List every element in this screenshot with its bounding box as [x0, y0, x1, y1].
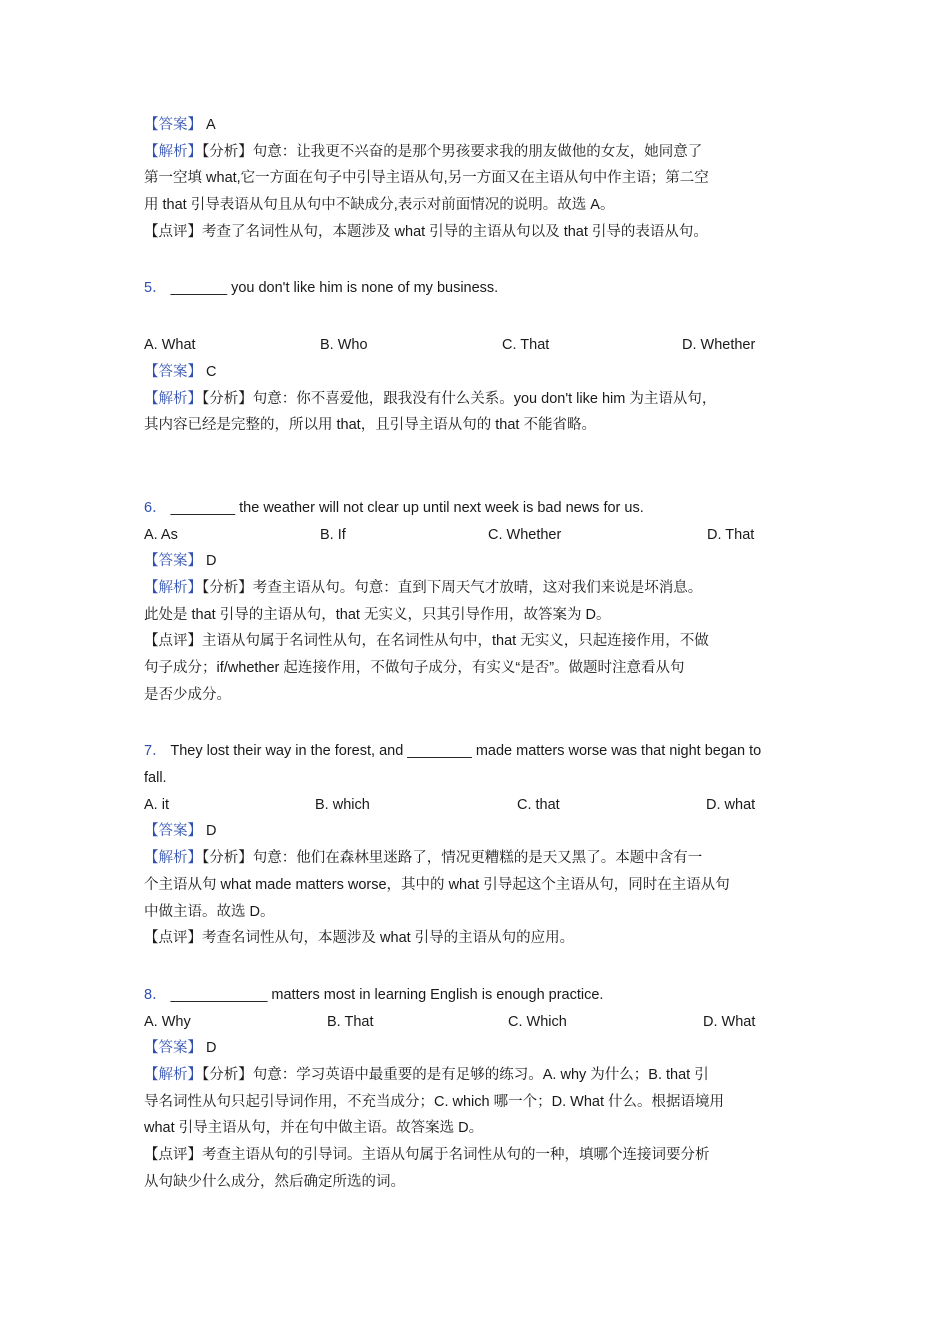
option-b: B. If [320, 526, 346, 543]
option-c: C. that [517, 796, 560, 813]
q8-answer [144, 1035, 808, 1062]
analysis-tag: 【解析】 [144, 579, 202, 596]
analysis-tag: 【解析】 [144, 143, 202, 160]
option-a: A. What [144, 337, 196, 354]
q7-analysis-line: 中做主语。故选 D。 [144, 903, 275, 920]
option-c: C. Which [508, 1013, 567, 1030]
q6-analysis-line: 【解析】【分析】考查主语从句。句意：直到下周天气才放晴，这对我们来说是坏消息。 [144, 579, 703, 596]
question-number: 6． [144, 499, 167, 516]
question-number: 8． [144, 986, 167, 1003]
option-a: A. it [144, 796, 169, 813]
option-d: D. That [707, 526, 755, 543]
q5-options [144, 332, 808, 359]
q7-comment: 【点评】考查名词性从句，本题涉及 what 引导的主语从句的应用。 [144, 930, 575, 947]
analysis-tag: 【解析】 [144, 1066, 202, 1083]
answer-value: A [206, 117, 216, 133]
q6-comment-line: 句子成分；if/whether 起连接作用，不做句子成分，有实义“是否”。做题时注意看从句 [144, 660, 685, 676]
question-number: 5． [144, 280, 167, 297]
q7-options [144, 792, 808, 819]
q4-comment: 【点评】考查了名词性从句，本题涉及 what 引导的主语从句以及 that 引导的表语从句。 [144, 223, 708, 240]
answer-value: C [206, 363, 217, 380]
answer-tag: 【答案】 [144, 823, 202, 840]
q6-stem [144, 495, 808, 522]
q7-analysis-line: 个主语从句 what made matters worse，其中的 what 引导起这个主语从句，同时在主语从句 [144, 876, 730, 893]
question-text: _______ you don't like him is none of my business. [170, 280, 499, 297]
question-text: ________ the weather will not clear up until next week is bad news for us. [170, 499, 644, 516]
q8-options [144, 1009, 808, 1036]
q6-answer [144, 548, 808, 575]
option-d: D. What [703, 1013, 756, 1030]
option-a: A. As [144, 526, 178, 543]
option-d: D. Whether [682, 337, 756, 354]
q5-answer [144, 359, 808, 386]
answer-tag: 【答案】 [144, 117, 202, 133]
option-d: D. what [706, 796, 756, 813]
q7-analysis-line: 【解析】【分析】句意：他们在森林里迷路了，情况更糟糕的是天又黑了。本题中含有一 [144, 850, 703, 867]
q6-analysis-line: 此处是 that 引导的主语从句，that 无实义，只其引导作用，故答案为 D。 [144, 606, 611, 623]
question-number: 7． [144, 743, 167, 760]
q8-stem [144, 982, 808, 1009]
q8-analysis-line: what 引导主语从句，并在句中做主语。故答案选 D。 [144, 1120, 484, 1137]
q5-stem [144, 275, 808, 302]
q8-comment-line: 【点评】考查主语从句的引导词。主语从句属于名词性从句的一种，填哪个连接词要分析 [144, 1147, 710, 1163]
option-b: B. which [315, 796, 370, 813]
q8-analysis-line: 【解析】【分析】句意：学习英语中最重要的是有足够的练习。A. why 为什么；B. that 引 [144, 1066, 709, 1083]
answer-value: D [206, 553, 217, 570]
q6-comment-line: 是否少成分。 [144, 686, 231, 703]
answer-tag: 【答案】 [144, 1040, 202, 1057]
q7-answer [144, 818, 808, 845]
q4-analysis-line: 【解析】【分析】句意：让我更不兴奋的是那个男孩要求我的朋友做他的女友，她同意了 [144, 143, 703, 160]
answer-tag: 【答案】 [144, 363, 202, 380]
answer-value: D [206, 1040, 217, 1057]
q5-analysis-line: 【解析】【分析】句意：你不喜爱他，跟我没有什么关系。you don't like him 为主语从句， [144, 390, 717, 407]
answer-tag: 【答案】 [144, 553, 202, 570]
analysis-tag: 【解析】 [144, 390, 202, 407]
q8-analysis-line: 导名词性从句只起引导词作用，不充当成分；C. which 哪一个；D. What 什么。根据语境用 [144, 1093, 725, 1110]
option-c: C. That [502, 337, 550, 354]
document-page [144, 112, 808, 1195]
q4-analysis-line: 第一空填 what,它一方面在句子中引导主语从句,另一方面又在主语从句中作主语；第二空 [144, 170, 709, 187]
option-b: B. Who [320, 337, 368, 354]
option-b: B. That [327, 1013, 374, 1030]
q6-comment-line: 【点评】主语从句属于名词性从句，在名词性从句中，that 无实义，只起连接作用，不做 [144, 633, 709, 650]
option-a: A. Why [144, 1013, 191, 1030]
analysis-tag: 【解析】 [144, 850, 202, 867]
q7-stem [144, 738, 808, 765]
q8-comment-line: 从句缺少什么成分，然后确定所选的词。 [144, 1173, 405, 1190]
q7-stem-continued: fall. [144, 770, 167, 787]
q4-analysis-line: 用 that 引导表语从句且从句中不缺成分,表示对前面情况的说明。故选 A。 [144, 197, 615, 214]
q6-options [144, 522, 808, 549]
q5-analysis-line: 其内容已经是完整的，所以用 that，且引导主语从句的 that 不能省略。 [144, 417, 596, 434]
answer-value: D [206, 823, 217, 840]
question-text: ____________ matters most in learning English is enough practice. [170, 986, 604, 1003]
option-c: C. Whether [488, 526, 562, 543]
q4-answer [144, 112, 808, 139]
question-text: They lost their way in the forest, and ________ made matters worse was that night began to [170, 743, 762, 760]
